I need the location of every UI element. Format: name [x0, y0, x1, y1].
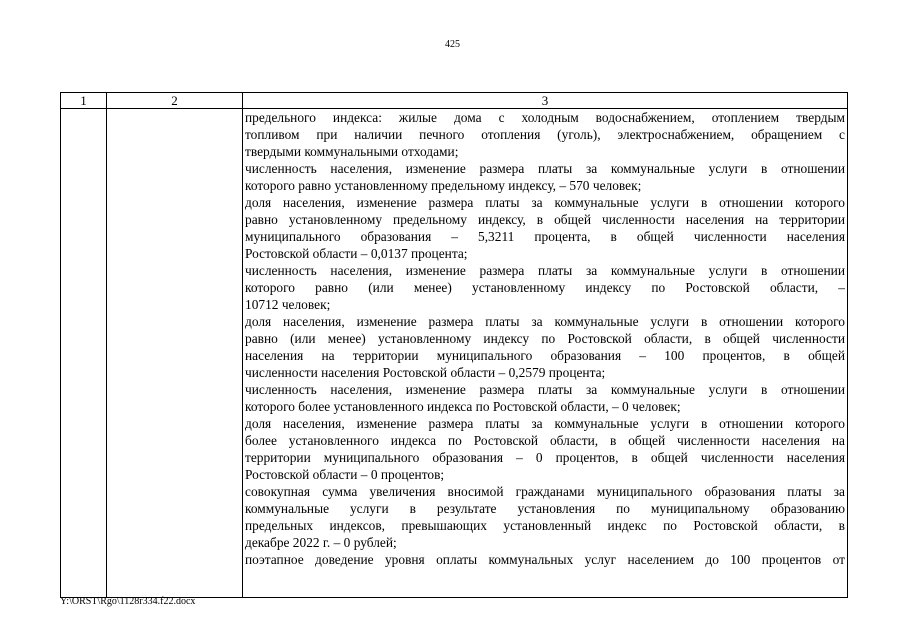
cell-text	[245, 109, 845, 597]
text-line: 10712 человек;	[245, 297, 331, 312]
document-table	[60, 92, 848, 598]
text-paragraph	[245, 262, 845, 313]
text-paragraph	[245, 194, 845, 262]
text-line: предельного индекса: жилые дома с холодным водоснабжением, отоплением твердым	[245, 110, 845, 125]
text-line: равно установленному предельному индексу, в общей численности населения на территории	[245, 212, 845, 227]
text-paragraph	[245, 381, 845, 415]
cell-column-2	[107, 109, 243, 598]
text-line: которого равно (или менее) установленному индексу по Ростовской области, –	[245, 280, 845, 295]
text-paragraph	[245, 160, 845, 194]
text-line: доля населения, изменение размера платы за коммунальные услуги в отношении которого	[245, 314, 845, 329]
text-line: совокупная сумма увеличения вносимой гражданами муниципального образования платы за	[245, 484, 845, 499]
text-line: Ростовской области – 0 процентов;	[245, 467, 445, 482]
cell-column-3	[243, 109, 848, 598]
text-line: Ростовской области – 0,0137 процента;	[245, 246, 468, 261]
text-paragraph	[245, 551, 845, 568]
text-line: которого более установленного индекса по Ростовской области, – 0 человек;	[245, 399, 681, 414]
text-line: топливом при наличии печного отопления (уголь), электроснабжением, обращением с	[245, 127, 845, 142]
text-paragraph	[245, 415, 845, 483]
column-header-2: 2	[107, 93, 243, 109]
text-paragraph	[245, 109, 845, 160]
text-paragraph	[245, 483, 845, 551]
text-paragraph	[245, 313, 845, 381]
page-number: 425	[445, 39, 460, 50]
text-line: численности населения Ростовской области – 0,2579 процента;	[245, 365, 606, 380]
column-header-3: 3	[243, 93, 848, 109]
text-line: численность населения, изменение размера платы за коммунальные услуги в отношении	[245, 161, 845, 176]
text-line: муниципального образования – 5,3211 процента, в общей численности населения	[245, 229, 845, 244]
text-line: населения на территории муниципального образования – 100 процентов, в общей	[245, 348, 845, 363]
text-line: декабре 2022 г. – 0 рублей;	[245, 535, 397, 550]
table-header-row	[61, 93, 848, 109]
text-line: доля населения, изменение размера платы за коммунальные услуги в отношении которого	[245, 416, 845, 431]
text-line: равно (или менее) установленному индексу по Ростовской области, в общей численности	[245, 331, 845, 346]
text-line: которого равно установленному предельному индексу, – 570 человек;	[245, 178, 642, 193]
footer-file-path: Y:\ORST\Rgo\1128r334.f22.docx	[60, 596, 196, 607]
text-line: поэтапное доведение уровня оплаты коммунальных услуг населением до 100 процентов от	[245, 552, 845, 567]
text-line: коммунальные услуги в результате установления по муниципальному образованию	[245, 501, 845, 516]
text-line: территории муниципального образования – 0 процентов, в общей численности населения	[245, 450, 845, 465]
text-line: доля населения, изменение размера платы за коммунальные услуги в отношении которого	[245, 195, 845, 210]
text-line: более установленного индекса по Ростовской области, в общей численности населения на	[245, 433, 845, 448]
text-line: предельных индексов, превышающих установленный индекс по Ростовской области, в	[245, 518, 845, 533]
table-row	[61, 109, 848, 598]
text-line: численность населения, изменение размера платы за коммунальные услуги в отношении	[245, 263, 845, 278]
text-line: численность населения, изменение размера платы за коммунальные услуги в отношении	[245, 382, 845, 397]
cell-column-1	[61, 109, 107, 598]
column-header-1: 1	[61, 93, 107, 109]
text-line: твердыми коммунальными отходами;	[245, 144, 459, 159]
